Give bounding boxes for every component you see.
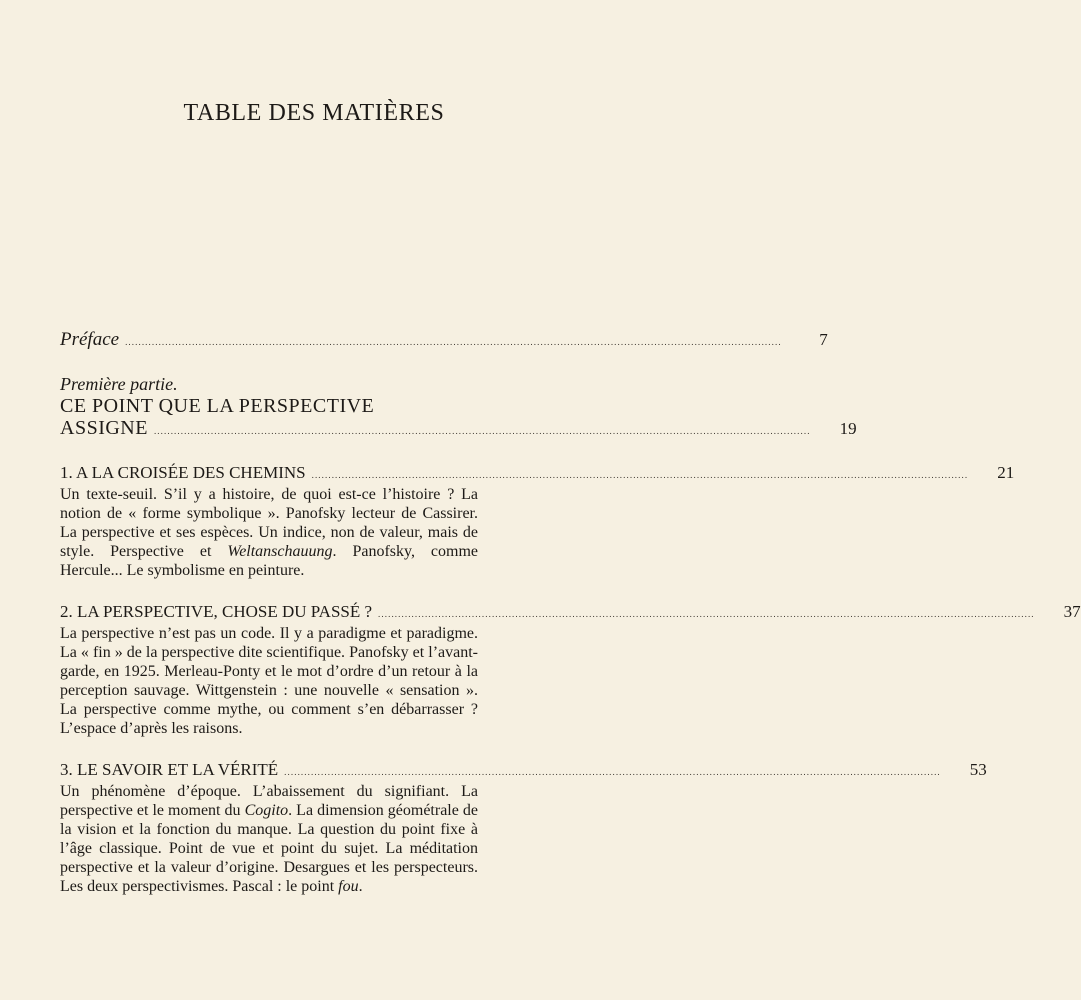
toc-entry-chapter-1[interactable] xyxy=(60,463,1015,485)
leader-dots: .................................................................................................................................................................................................... xyxy=(284,767,941,777)
summary-text: Un texte-seuil. S’il y a histoire, de quoi est-ce l’histoire ? La notion de « forme symbolique ». Panofsky lecteur de Cassirer. La perspective et ses espèces. Un indice, non de valeur, mais de style. Perspective et xyxy=(60,486,478,560)
summary-text: . La dimension géométrale de la vision et la fonction du manque. La question du point fixe à l’âge classique. Point de vue et point du sujet. La méditation perspective et la valeur d’origine. Desargues et les perspecteurs. Les deux perspectivismes. Pascal : le point xyxy=(60,802,478,895)
chapter-summary xyxy=(60,485,478,580)
part-label: Première partie. xyxy=(60,374,178,394)
chapter-page: 21 xyxy=(997,463,1015,482)
chapter-page: 37 xyxy=(1063,602,1081,621)
chapter-2 xyxy=(60,602,1081,738)
preface-label: Préface xyxy=(60,329,120,350)
summary-text: . Panofsky, comme Hercule... Le symbolisme en peinture. xyxy=(60,543,478,579)
part-page: 19 xyxy=(839,419,857,438)
chapter-summary xyxy=(60,624,478,738)
leader-dots: .................................................................................................................................................................................................... xyxy=(153,426,811,436)
toc-entry-preface[interactable] xyxy=(60,329,828,352)
table-of-contents xyxy=(60,329,1081,896)
toc-entry-chapter-2[interactable] xyxy=(60,602,1081,624)
chapter-heading: 1. A LA CROISÉE DES CHEMINS xyxy=(60,463,306,482)
chapter-summary xyxy=(60,782,478,896)
chapter-page: 53 xyxy=(969,760,987,779)
leader-dots: .................................................................................................................................................................................................... xyxy=(125,337,782,347)
summary-text: Un phénomène d’époque. L’abaissement du signifiant. La perspective et le moment du xyxy=(60,783,478,819)
chapter-3 xyxy=(60,760,987,896)
summary-text: La perspective n’est pas un code. Il y a paradigme et paradigme. La « fin » de la perspective dite scientifique. Panofsky et l’avant-garde, en 1925. Merleau-Ponty et le mot d’ordre d’un retour à la perception sauvage. Wittgenstein : une nouvelle « sensation ». La perspective comme mythe, ou comment s’en débarrasser ? L’espace d’après les raisons. xyxy=(60,625,478,737)
part-title-line2: ASSIGNE xyxy=(60,417,148,439)
chapter-heading: 2. LA PERSPECTIVE, CHOSE DU PASSÉ ? xyxy=(60,602,373,621)
summary-italic: fou xyxy=(338,878,359,895)
chapter-heading: 3. LE SAVOIR ET LA VÉRITÉ xyxy=(60,760,279,779)
toc-entry-part-1[interactable] xyxy=(60,417,857,441)
toc-entry-chapter-3[interactable] xyxy=(60,760,987,782)
summary-text: . xyxy=(358,878,363,895)
summary-italic: Cogito xyxy=(244,802,289,819)
page-title: TABLE DES MATIÈRES xyxy=(183,100,445,126)
leader-dots: .................................................................................................................................................................................................... xyxy=(311,470,969,480)
chapter-1 xyxy=(60,463,1015,580)
preface-page: 7 xyxy=(819,330,828,349)
leader-dots: .................................................................................................................................................................................................... xyxy=(378,609,1035,619)
summary-italic: Weltanschauung xyxy=(227,543,333,560)
part-title-line1: CE POINT QUE LA PERSPECTIVE xyxy=(60,395,375,417)
